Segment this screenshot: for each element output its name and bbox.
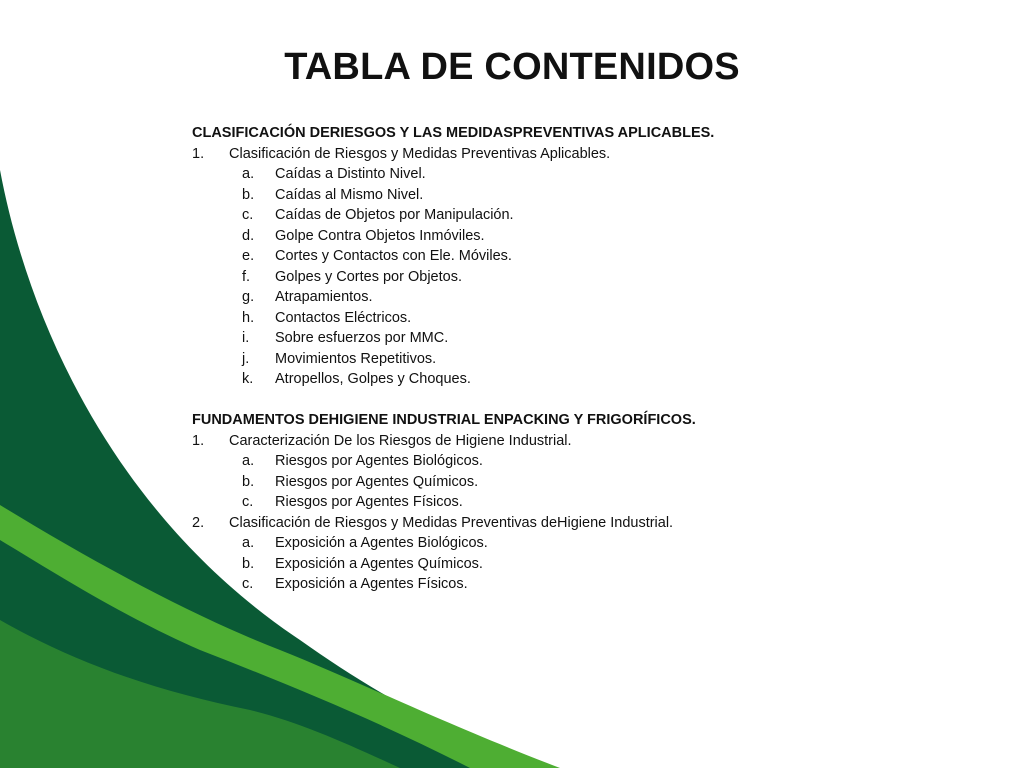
toc-subitem-letter: j. xyxy=(242,350,250,367)
toc-subitem xyxy=(192,451,832,472)
toc-subitem-letter: b. xyxy=(242,555,255,572)
toc-subitem-letter: a. xyxy=(242,166,255,182)
toc-item-number: 1. xyxy=(192,432,205,449)
toc-subitem xyxy=(192,267,832,288)
toc-subitem xyxy=(192,226,832,247)
toc-subitem-text: Sobre esfuerzos por MMC. xyxy=(275,330,449,346)
toc-subitem-text: Atropellos, Golpes y Choques. xyxy=(275,371,471,387)
toc-subitem-text: Atrapamientos. xyxy=(275,289,373,305)
toc-subitem-letter: c. xyxy=(242,207,254,223)
toc-subitem-letter: g. xyxy=(242,289,255,305)
toc-subitem xyxy=(192,308,832,329)
toc-subitem-letter: d. xyxy=(242,227,255,244)
toc-subitem-text: Riesgos por Agentes Biológicos. xyxy=(275,453,483,469)
toc-item-text: Clasificación de Riesgos y Medidas Preventivas Aplicables. xyxy=(229,145,611,162)
page-title: TABLA DE CONTENIDOS xyxy=(284,46,740,88)
toc-subitem-text: Riesgos por Agentes Físicos. xyxy=(275,494,463,510)
section-heading: CLASIFICACIÓN DERIESGOS Y LAS MEDIDASPREVENTIVAS APLICABLES. xyxy=(192,125,715,141)
toc-subitem-text: Golpes y Cortes por Objetos. xyxy=(275,268,462,285)
toc-subitem-letter: c. xyxy=(242,494,254,510)
toc-subitem-letter: a. xyxy=(242,535,255,551)
toc-subitem xyxy=(192,554,832,575)
toc-subitem xyxy=(192,164,832,185)
toc-subitem-letter: h. xyxy=(242,309,255,326)
toc-subitem xyxy=(192,492,832,513)
toc-subitem-letter: b. xyxy=(242,186,255,203)
toc-subitem-letter: f. xyxy=(242,268,251,285)
toc-subitem xyxy=(192,574,832,595)
toc-subitem xyxy=(192,328,832,349)
toc-subitem xyxy=(192,533,832,554)
toc-item-text: Clasificación de Riesgos y Medidas Preventivas deHigiene Industrial. xyxy=(229,514,674,531)
toc-item-text: Caracterización De los Riesgos de Higiene Industrial. xyxy=(229,432,572,449)
toc-subitem-text: Caídas a Distinto Nivel. xyxy=(275,166,426,182)
toc-subitem-text: Caídas al Mismo Nivel. xyxy=(275,186,424,203)
toc-subitem xyxy=(192,205,832,226)
toc-subitem xyxy=(192,349,832,370)
toc-item-number: 2. xyxy=(192,514,205,531)
toc-subitem xyxy=(192,185,832,206)
toc-subitem-text: Exposición a Agentes Físicos. xyxy=(275,576,468,592)
section-spacer xyxy=(192,390,832,411)
table-of-contents xyxy=(192,123,832,595)
toc-subitem-letter: b. xyxy=(242,473,255,490)
toc-item xyxy=(192,431,832,452)
toc-subitem xyxy=(192,246,832,267)
toc-item-number: 1. xyxy=(192,145,205,162)
toc-subitem-text: Exposición a Agentes Químicos. xyxy=(275,555,483,572)
toc-subitem xyxy=(192,472,832,493)
toc-item xyxy=(192,513,832,534)
toc-subitem-letter: c. xyxy=(242,576,254,592)
toc-subitem xyxy=(192,287,832,308)
toc-subitem-letter: a. xyxy=(242,453,255,469)
toc-subitem-text: Golpe Contra Objetos Inmóviles. xyxy=(275,227,485,244)
toc-subitem-text: Caídas de Objetos por Manipulación. xyxy=(275,207,514,223)
toc-subitem-text: Exposición a Agentes Biológicos. xyxy=(275,535,488,551)
toc-subitem-letter: i. xyxy=(242,330,250,346)
toc-subitem-letter: e. xyxy=(242,248,255,264)
toc-subitem-text: Contactos Eléctricos. xyxy=(275,309,412,326)
toc-subitem-text: Riesgos por Agentes Químicos. xyxy=(275,473,479,490)
toc-subitem-letter: k. xyxy=(242,371,254,387)
toc-item xyxy=(192,144,832,165)
section-heading: FUNDAMENTOS DEHIGIENE INDUSTRIAL ENPACKING Y FRIGORÍFICOS. xyxy=(192,412,696,428)
toc-subitem xyxy=(192,369,832,390)
toc-subitem-text: Movimientos Repetitivos. xyxy=(275,350,437,367)
toc-subitem-text: Cortes y Contactos con Ele. Móviles. xyxy=(275,248,512,264)
